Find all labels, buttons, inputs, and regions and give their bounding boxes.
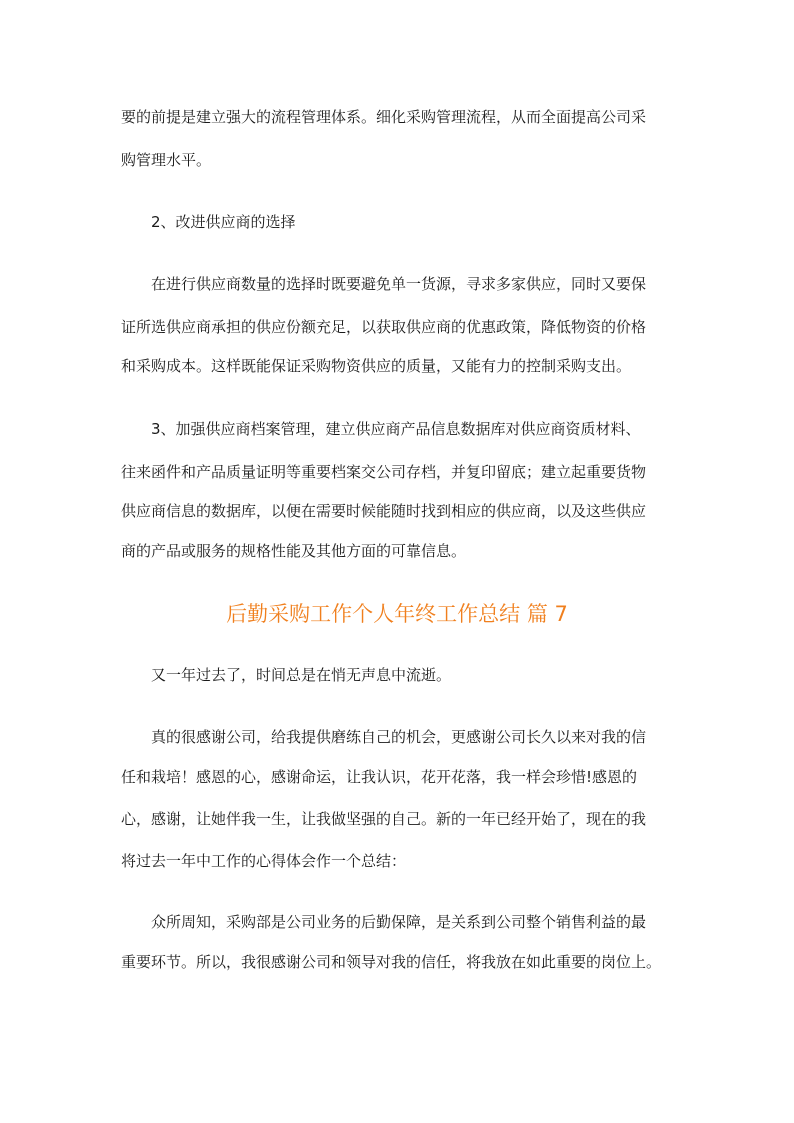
- paragraph-line: 和采购成本。这样既能保证采购物资供应的质量，又能有力的控制采购支出。: [121, 357, 632, 375]
- paragraph-line: 心，感谢，让她伴我一生，让我做坚强的自己。新的一年已经开始了，现在的我: [121, 810, 647, 828]
- paragraph-line: 证所选供应商承担的供应份额充足，以获取供应商的优惠政策，降低物资的价格: [121, 318, 647, 336]
- paragraph-line: 将过去一年中工作的心得体会作一个总结：: [121, 852, 407, 870]
- paragraph-line: 要的前提是建立强大的流程管理体系。细化采购管理流程，从而全面提高公司采: [121, 108, 647, 126]
- paragraph-line: 购管理水平。: [121, 151, 212, 169]
- paragraph-line: 往来函件和产品质量证明等重要档案交公司存档，并复印留底；建立起重要货物: [121, 463, 647, 481]
- paragraph-line: 重要环节。所以，我很感谢公司和领导对我的信任，将我放在如此重要的岗位上。: [121, 953, 662, 971]
- item-2-title: 2、改进供应商的选择: [151, 213, 296, 231]
- paragraph-line: 任和栽培！感恩的心，感谢命运，让我认识，花开花落，我一样会珍惜!感恩的: [121, 768, 638, 786]
- paragraph-line: 又一年过去了，时间总是在悄无声息中流逝。: [151, 666, 452, 684]
- paragraph-line: 众所周知，采购部是公司业务的后勤保障，是关系到公司整个销售利益的最: [151, 913, 647, 931]
- paragraph-line: 真的很感谢公司，给我提供磨练自己的机会，更感谢公司长久以来对我的信: [151, 728, 647, 746]
- paragraph-line: 商的产品或服务的规格性能及其他方面的可靠信息。: [121, 542, 467, 560]
- section-heading: 后勤采购工作个人年终工作总结 篇 7: [226, 602, 568, 626]
- paragraph-line: 供应商信息的数据库，以便在需要时候能随时找到相应的供应商，以及这些供应: [121, 502, 647, 520]
- item-3-first-line: 3、加强供应商档案管理，建立供应商产品信息数据库对供应商资质材料、: [151, 420, 641, 438]
- paragraph-line: 在进行供应商数量的选择时既要避免单一货源，寻求多家供应，同时又要保: [151, 275, 647, 293]
